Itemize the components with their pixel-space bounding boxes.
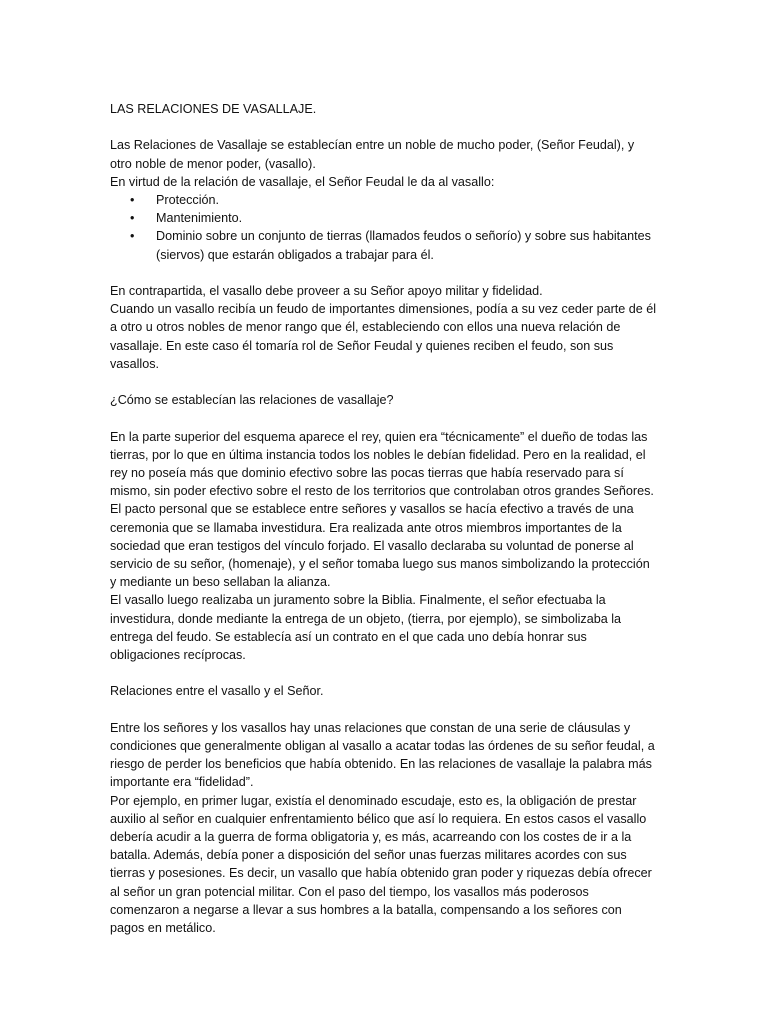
body-paragraph: Entre los señores y los vasallos hay unas relaciones que constan de una serie de cláusulas y condiciones que generalmente obligan al vasallo a acatar todas las órdenes de su señor feudal, a riesgo de perder los beneficios que había obtenido. En las relaciones de vasallaje la palabra más importante era “fidelidad”. [110,720,655,790]
body-paragraph: El pacto personal que se establece entre señores y vasallos se hacía efectivo a través de una ceremonia que se llamaba investidura. Era realizada ante otros miembros importantes de la sociedad que eran testigos del vínculo forjado. El vasallo declaraba su voluntad de ponerse al servicio de su señor, (homenaje), y el señor tomaba luego sus manos simbolizando la protección y mediante un beso sellaban la alianza. [110,502,650,590]
body-paragraph: Cuando un vasallo recibía un feudo de importantes dimensiones, podía a su vez ceder parte de él a otro u otros nobles de menor rango que él, estableciendo con ellos una nueva relación de vasallaje. En este caso él tomaría rol de Señor Feudal y quienes reciben el feudo, son sus vasallos. [110,302,657,371]
benefits-list [110,191,658,264]
bullet-icon: • [130,211,135,226]
list-item-text: Protección. [156,193,219,207]
spacer [110,373,658,391]
document-title: LAS RELACIONES DE VASALLAJE. [110,102,317,116]
bullet-icon: • [130,229,135,244]
spacer [110,264,658,282]
document-page [110,100,658,937]
section-heading: Relaciones entre el vasallo y el Señor. [110,684,324,699]
bullet-icon: • [130,193,135,207]
spacer [110,118,658,136]
list-item-text: Mantenimiento. [156,211,243,226]
spacer [110,664,658,682]
body-paragraph: Por ejemplo, en primer lugar, existía el denominado escudaje, esto es, la obligación de prestar auxilio al señor en cualquier enfrentamiento bélico que así lo requiera. En estos casos el vasallo debería acudir a la guerra de forma obligatoria y, es más, acarreando con los costes de ir a la batalla. Además, debía poner a disposición del señor unas fuerzas militares acordes con sus tierras y posesiones. Es decir, un vasallo que había obtenido gran poder y riquezas debía ofrecer al señor un gran potencial militar. Con el paso del tiempo, los vasallos más poderosos comenzaron a negarse a llevar a sus hombres a la batalla, compensando a los señores con pagos en metálico. [110,793,652,936]
spacer [110,701,658,719]
intro-paragraph: En virtud de la relación de vasallaje, el Señor Feudal le da al vasallo: [110,174,495,189]
body-paragraph: En contrapartida, el vasallo debe proveer a su Señor apoyo militar y fidelidad. [110,284,543,298]
list-item [110,227,658,263]
list-item-text: Dominio sobre un conjunto de tierras (llamados feudos o señorío) y sobre sus habitantes (siervos) que estarán obligados a trabajar para él. [156,229,651,262]
section-heading: ¿Cómo se establecían las relaciones de vasallaje? [110,393,394,408]
spacer [110,409,658,427]
list-item [110,209,658,227]
body-paragraph: En la parte superior del esquema aparece el rey, quien era “técnicamente” el dueño de todas las tierras, por lo que en última instancia todos los nobles le debían fidelidad. Pero en la realidad, el rey no poseía más que dominio efectivo sobre las pocas tierras que había reservado para sí mismo, sin poder efectivo sobre el resto de los territorios que controlaban otros grandes Señores. [110,429,654,499]
intro-paragraph: Las Relaciones de Vasallaje se establecían entre un noble de mucho poder, (Señor Feudal), y otro noble de menor poder, (vasallo). [110,138,635,171]
list-item [110,191,658,209]
body-paragraph: El vasallo luego realizaba un juramento sobre la Biblia. Finalmente, el señor efectuaba la investidura, donde mediante la entrega de un objeto, (tierra, por ejemplo), se simbolizaba la entrega del feudo. Se establecía así un contrato en el que cada uno debía honrar sus obligaciones recíprocas. [110,593,622,663]
